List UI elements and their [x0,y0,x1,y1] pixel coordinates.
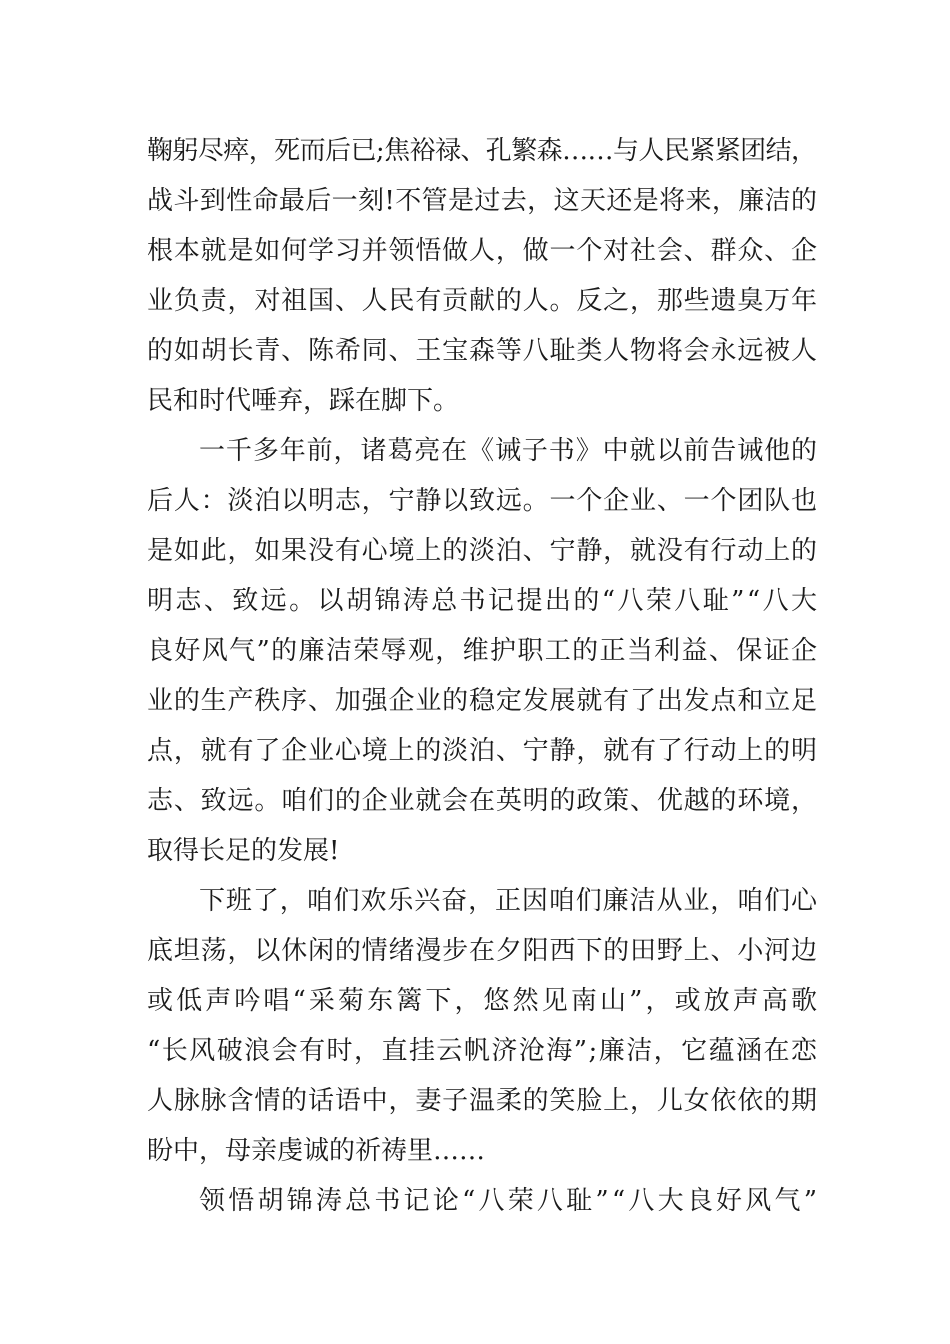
text-line: 根本就是如何学习并领悟做人，做一个对社会、群众、企 [147,236,818,266]
text-line: 明志、致远。以胡锦涛总书记提出的“八荣八耻”“八大 [147,586,820,616]
text-line: 是如此，如果没有心境上的淡泊、宁静，就没有行动上的 [147,536,818,566]
text-line: 点，就有了企业心境上的淡泊、宁静，就有了行动上的明 [147,736,818,766]
text-line: 志、致远。咱们的企业就会在英明的政策、优越的环境， [147,786,818,816]
text-line: 一千多年前，诸葛亮在《诫子书》中就以前告诫他的 [199,436,818,466]
text-line: 或低声吟唱“采菊东篱下，悠然见南山”，或放声高歌 [147,986,821,1016]
text-line: 民和时代唾弃，踩在脚下。 [147,386,460,416]
text-line: 的如胡长青、陈希同、王宝森等八耻类人物将会永远被人 [147,336,818,366]
text-line: 下班了，咱们欢乐兴奋，正因咱们廉洁从业，咱们心 [199,886,818,916]
text-line: 人脉脉含情的话语中，妻子温柔的笑脸上，儿女依依的期 [147,1086,818,1116]
text-line: 业负责，对祖国、人民有贡献的人。反之，那些遗臭万年 [147,286,818,316]
document-body [147,126,821,1226]
text-line: 盼中，母亲虔诚的祈祷里…… [147,1136,486,1166]
text-line: 取得长足的发展! [147,836,340,866]
text-line: 底坦荡，以休闲的情绪漫步在夕阳西下的田野上、小河边 [147,936,818,966]
text-line: 鞠躬尽瘁，死而后已;焦裕禄、孔繁森……与人民紧紧团结， [147,136,817,166]
text-line: 良好风气”的廉洁荣辱观，维护职工的正当利益、保证企 [147,636,819,666]
text-line: 战斗到性命最后一刻!不管是过去，这天还是将来，廉洁的 [147,186,818,216]
text-line: 业的生产秩序、加强企业的稳定发展就有了出发点和立足 [147,686,818,716]
text-line: 领悟胡锦涛总书记论“八荣八耻”“八大良好风气” [199,1186,821,1216]
text-line: “长风破浪会有时，直挂云帆济沧海”;廉洁，它蕴涵在恋 [147,1036,819,1066]
text-line: 后人：淡泊以明志，宁静以致远。一个企业、一个团队也 [147,486,818,516]
